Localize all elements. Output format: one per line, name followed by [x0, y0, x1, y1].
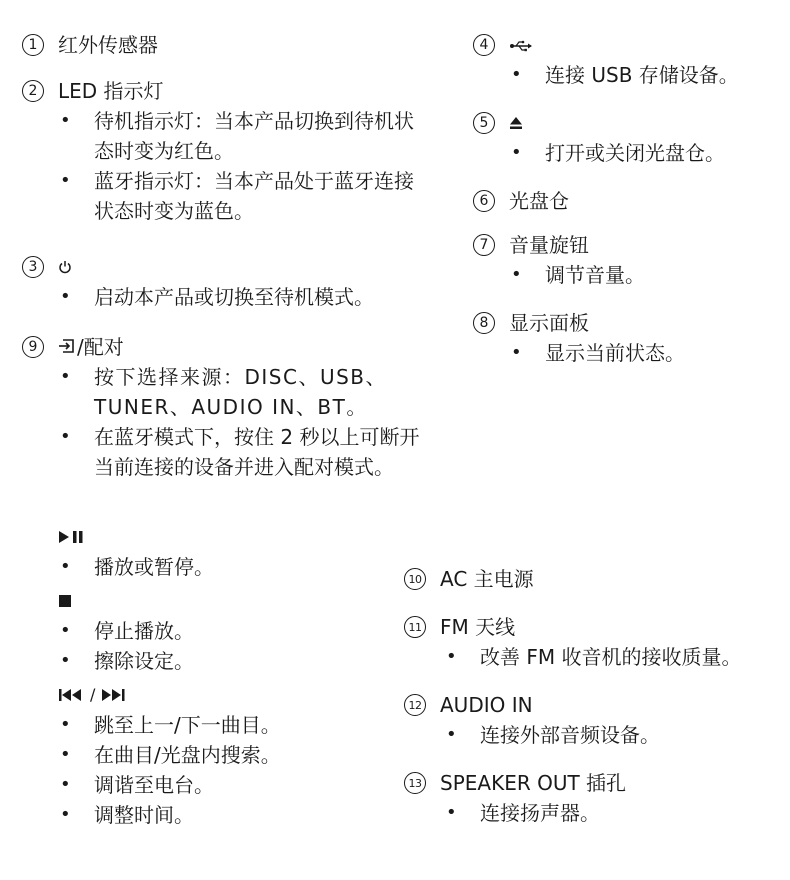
- bullet-item: • 跳至上一/下一曲目。: [58, 710, 438, 740]
- bullet-item: • 调整时间。: [58, 800, 438, 830]
- skip-section: [58, 680, 438, 830]
- number-badge: 8: [473, 312, 495, 334]
- number-badge: 12: [404, 694, 426, 716]
- next-icon: [101, 680, 127, 710]
- power-icon: [58, 252, 72, 282]
- bullet-item: • 改善 FM 收音机的接收质量。: [444, 642, 784, 672]
- item-title: FM 天线: [440, 615, 516, 639]
- item-title: 红外传感器: [58, 33, 158, 57]
- item-7: [473, 230, 783, 290]
- previous-icon: [58, 680, 84, 710]
- stop-section: [58, 586, 438, 676]
- number-badge: 7: [473, 234, 495, 256]
- number-badge: 13: [404, 772, 426, 794]
- eject-icon: [509, 108, 523, 138]
- item-9: [22, 332, 442, 482]
- number-badge: 6: [473, 190, 495, 212]
- number-badge: 5: [473, 112, 495, 134]
- item-title: AUDIO IN: [440, 693, 533, 717]
- source-icon: [58, 332, 76, 362]
- play-pause-icon: [58, 522, 88, 552]
- bullet-item: • 在曲目/光盘内搜索。: [58, 740, 438, 770]
- item-title: /配对: [77, 335, 124, 359]
- bullet-item: • 连接扬声器。: [444, 798, 784, 828]
- number-badge: 9: [22, 336, 44, 358]
- bullet-item: • 停止播放。: [58, 616, 438, 646]
- item-title: 显示面板: [509, 311, 589, 335]
- bullet-item: • 显示当前状态。: [509, 338, 789, 368]
- bullet-item: • 调节音量。: [509, 260, 789, 290]
- play-pause-section: [58, 522, 438, 582]
- number-badge: 3: [22, 256, 44, 278]
- item-title: 音量旋钮: [509, 233, 589, 257]
- item-3: [22, 252, 442, 312]
- item-title: AC 主电源: [440, 567, 534, 591]
- number-badge: 1: [22, 34, 44, 56]
- item-4: [473, 30, 783, 90]
- number-badge: 10: [404, 568, 426, 590]
- item-8: [473, 308, 783, 368]
- bullet-item: • 待机指示灯：当本产品切换到待机状态时变为红色。: [58, 106, 428, 166]
- item-12: [404, 690, 784, 750]
- item-5: [473, 108, 783, 168]
- stop-icon: [58, 586, 72, 616]
- number-badge: 2: [22, 80, 44, 102]
- item-1: [22, 30, 442, 60]
- bullet-item: • 蓝牙指示灯：当本产品处于蓝牙连接状态时变为蓝色。: [58, 166, 428, 226]
- item-title: SPEAKER OUT 插孔: [440, 771, 627, 795]
- usb-icon: [509, 30, 533, 60]
- bullet-item: • 在蓝牙模式下，按住 2 秒以上可断开当前连接的设备并进入配对模式。: [58, 422, 428, 482]
- item-2: [22, 76, 442, 226]
- item-11: [404, 612, 784, 672]
- bullet-item: • 连接 USB 存储设备。: [509, 60, 789, 90]
- bullet-item: • 打开或关闭光盘仓。: [509, 138, 789, 168]
- bullet-item: • 启动本产品或切换至待机模式。: [58, 282, 428, 312]
- icon-separator: /: [90, 685, 96, 704]
- bullet-item: • 擦除设定。: [58, 646, 438, 676]
- item-title: 光盘仓: [509, 189, 569, 213]
- bullet-item: • 按下选择来源：DISC、USB、TUNER、AUDIO IN、BT。: [58, 362, 428, 422]
- bullet-item: • 调谐至电台。: [58, 770, 438, 800]
- item-10: [404, 564, 784, 594]
- number-badge: 4: [473, 34, 495, 56]
- bullet-item: • 播放或暂停。: [58, 552, 438, 582]
- item-13: [404, 768, 784, 828]
- number-badge: 11: [404, 616, 426, 638]
- item-6: [473, 186, 783, 216]
- item-title: LED 指示灯: [58, 79, 164, 103]
- bullet-item: • 连接外部音频设备。: [444, 720, 784, 750]
